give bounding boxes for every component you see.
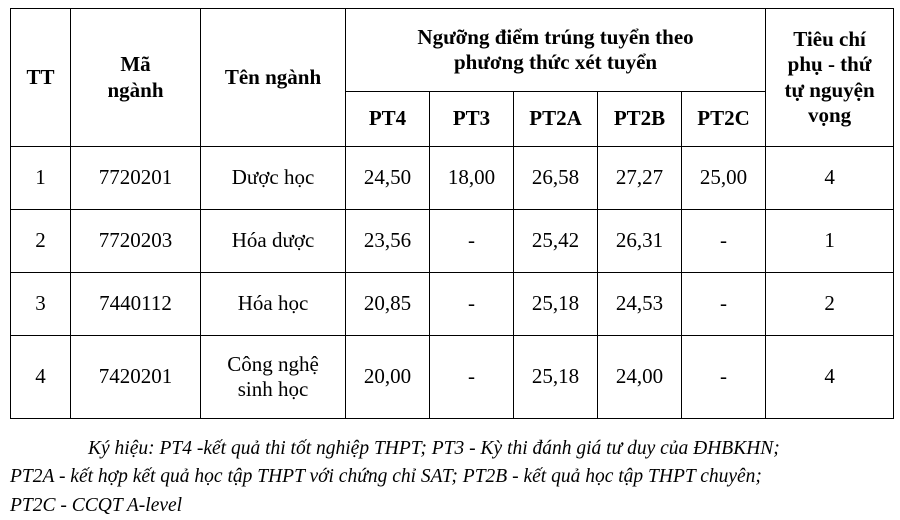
table-header bbox=[11, 9, 894, 147]
score-group-line2: phương thức xét tuyển bbox=[453, 50, 658, 74]
table-row bbox=[11, 336, 894, 419]
legend-line-2: PT2A - kết hợp kết quả học tập THPT với chứng chỉ SAT; PT2B - kết quả học tập THPT chuyên; bbox=[10, 466, 762, 488]
column-header-code-line1: Mã bbox=[120, 52, 151, 77]
cell-code: 7720203 bbox=[71, 210, 201, 273]
table-row bbox=[11, 210, 894, 273]
cell-pt2a: 25,42 bbox=[514, 210, 598, 273]
cell-pt3: - bbox=[430, 210, 514, 273]
cell-pt3: - bbox=[430, 273, 514, 336]
cell-pt2c: 25,00 bbox=[682, 147, 766, 210]
cell-pt2a: 26,58 bbox=[514, 147, 598, 210]
cell-pt4: 24,50 bbox=[346, 147, 430, 210]
cell-pt4: 20,85 bbox=[346, 273, 430, 336]
extra-criteria-line1: Tiêu chí bbox=[793, 27, 866, 52]
column-header-pt2c: PT2C bbox=[682, 92, 766, 147]
table-row bbox=[11, 273, 894, 336]
legend-line-3: PT2C - CCQT A-level bbox=[10, 494, 183, 516]
cell-extra: 4 bbox=[766, 147, 894, 210]
extra-criteria-line4: vọng bbox=[807, 102, 852, 127]
column-header-code bbox=[71, 9, 201, 147]
extra-criteria-line2: phụ - thứ bbox=[787, 52, 872, 77]
cell-pt2a: 25,18 bbox=[514, 336, 598, 419]
cell-name-line1: Công nghệ bbox=[227, 351, 319, 376]
cell-pt4: 20,00 bbox=[346, 336, 430, 419]
cell-pt2b: 24,53 bbox=[598, 273, 682, 336]
table-row bbox=[11, 147, 894, 210]
cell-pt2c: - bbox=[682, 336, 766, 419]
column-header-extra-criteria bbox=[766, 9, 894, 147]
cell-pt3: - bbox=[430, 336, 514, 419]
column-header-pt2a: PT2A bbox=[514, 92, 598, 147]
table-body bbox=[11, 147, 894, 419]
cell-code: 7720201 bbox=[71, 147, 201, 210]
column-header-score-group bbox=[346, 9, 766, 92]
cell-extra: 1 bbox=[766, 210, 894, 273]
cell-tt: 3 bbox=[11, 273, 71, 336]
cell-name: Dược học bbox=[201, 147, 346, 210]
column-header-pt3: PT3 bbox=[430, 92, 514, 147]
header-row-primary bbox=[11, 9, 894, 92]
cell-tt: 2 bbox=[11, 210, 71, 273]
legend-line-1: Ký hiệu: PT4 -kết quả thi tốt nghiệp THPT; PT3 - Kỳ thi đánh giá tư duy của ĐHBKHN; bbox=[88, 438, 780, 459]
score-group-line1: Ngưỡng điểm trúng tuyển theo bbox=[417, 24, 694, 49]
cell-tt: 1 bbox=[11, 147, 71, 210]
cell-name: Hóa học bbox=[201, 273, 346, 336]
cell-pt2a: 25,18 bbox=[514, 273, 598, 336]
column-header-tt: TT bbox=[11, 9, 71, 147]
cell-pt2b: 27,27 bbox=[598, 147, 682, 210]
admission-score-table bbox=[10, 8, 894, 419]
column-header-name: Tên ngành bbox=[201, 9, 346, 147]
column-header-code-line2: ngành bbox=[107, 77, 164, 102]
cell-pt2c: - bbox=[682, 210, 766, 273]
cell-pt2b: 24,00 bbox=[598, 336, 682, 419]
cell-name-line2: sinh học bbox=[237, 377, 309, 401]
cell-tt: 4 bbox=[11, 336, 71, 419]
cell-code: 7420201 bbox=[71, 336, 201, 419]
cell-pt4: 23,56 bbox=[346, 210, 430, 273]
cell-extra: 4 bbox=[766, 336, 894, 419]
cell-pt3: 18,00 bbox=[430, 147, 514, 210]
cell-name: Hóa dược bbox=[201, 210, 346, 273]
extra-criteria-line3: tự nguyện bbox=[784, 77, 875, 102]
cell-pt2b: 26,31 bbox=[598, 210, 682, 273]
cell-name bbox=[201, 336, 346, 419]
cell-pt2c: - bbox=[682, 273, 766, 336]
column-header-pt2b: PT2B bbox=[598, 92, 682, 147]
legend-note bbox=[10, 435, 890, 520]
cell-extra: 2 bbox=[766, 273, 894, 336]
cell-code: 7440112 bbox=[71, 273, 201, 336]
column-header-pt4: PT4 bbox=[346, 92, 430, 147]
